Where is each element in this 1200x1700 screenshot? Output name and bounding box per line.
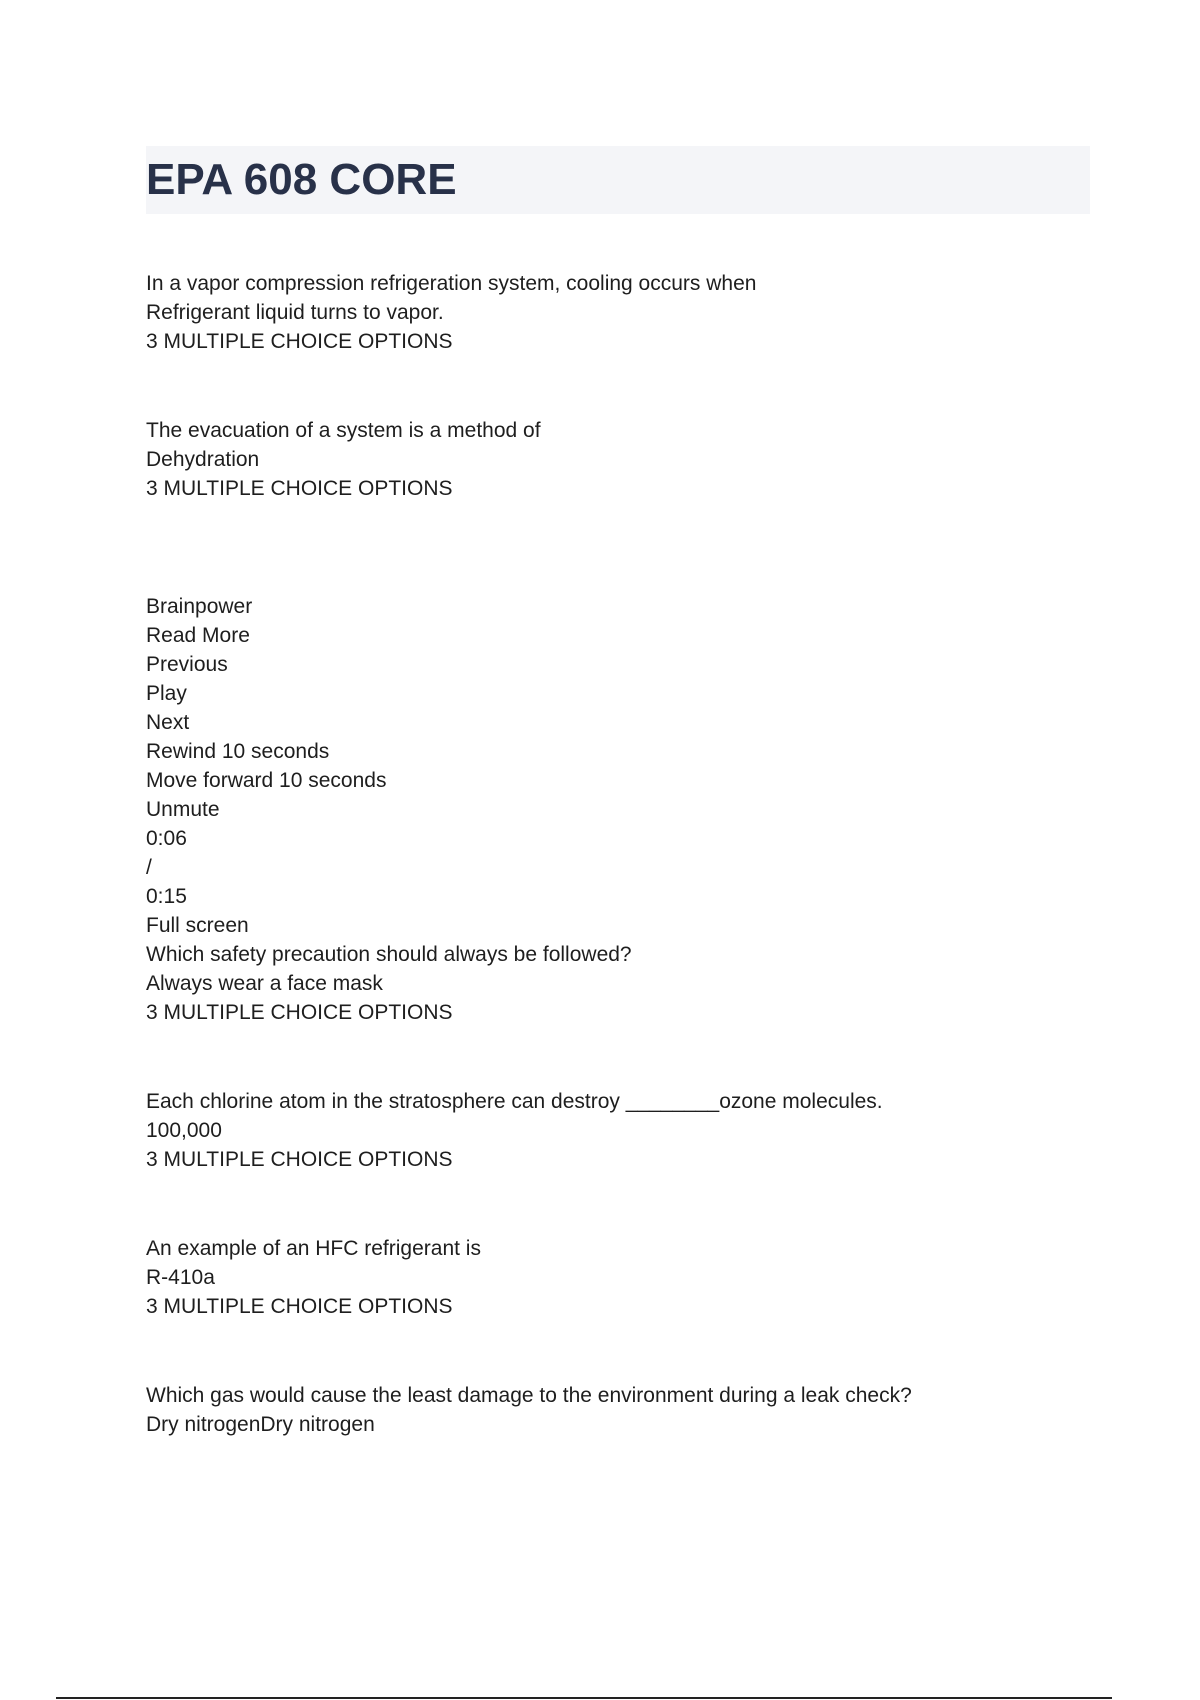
title-banner — [146, 146, 1090, 214]
answer-text: R-410a — [146, 1266, 215, 1289]
play-label: Play — [146, 682, 187, 705]
full-screen-label: Full screen — [146, 914, 249, 937]
unmute-label: Unmute — [146, 798, 220, 821]
question-text: Which safety precaution should always be followed? — [146, 943, 632, 966]
options-note: 3 MULTIPLE CHOICE OPTIONS — [146, 1148, 453, 1171]
forward-label: Move forward 10 seconds — [146, 769, 387, 792]
next-label: Next — [146, 711, 190, 734]
options-note: 3 MULTIPLE CHOICE OPTIONS — [146, 1295, 453, 1318]
page-bottom-rule — [56, 1697, 1112, 1699]
page-title: EPA 608 CORE — [146, 155, 457, 204]
answer-text: 100,000 — [146, 1119, 222, 1142]
question-text: Each chlorine atom in the stratosphere can destroy ________ozone molecules. — [146, 1090, 883, 1113]
options-note: 3 MULTIPLE CHOICE OPTIONS — [146, 330, 453, 353]
player-brand-text: Brainpower — [146, 595, 253, 618]
answer-text: Dehydration — [146, 448, 260, 471]
read-more-link[interactable]: Read More — [146, 624, 250, 647]
previous-label: Previous — [146, 653, 228, 676]
answer-text: Always wear a face mask — [146, 972, 383, 995]
question-text: An example of an HFC refrigerant is — [146, 1237, 481, 1260]
options-note: 3 MULTIPLE CHOICE OPTIONS — [146, 477, 453, 500]
time-separator: / — [146, 856, 152, 879]
question-text: The evacuation of a system is a method of — [146, 419, 541, 442]
answer-text: Dry nitrogenDry nitrogen — [146, 1413, 375, 1436]
options-note: 3 MULTIPLE CHOICE OPTIONS — [146, 1001, 453, 1024]
rewind-label: Rewind 10 seconds — [146, 740, 330, 763]
question-text: Which gas would cause the least damage to the environment during a leak check? — [146, 1384, 912, 1407]
question-text: In a vapor compression refrigeration system, cooling occurs when — [146, 272, 757, 295]
answer-text: Refrigerant liquid turns to vapor. — [146, 301, 444, 324]
total-time: 0:15 — [146, 885, 187, 908]
current-time: 0:06 — [146, 827, 187, 850]
